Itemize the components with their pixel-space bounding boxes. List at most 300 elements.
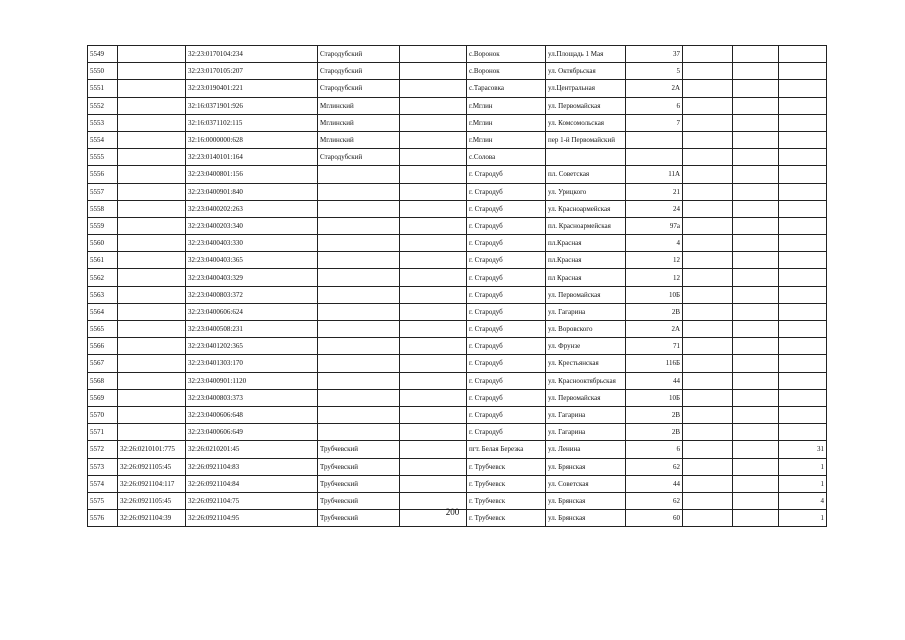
- count-cell: [779, 97, 827, 114]
- house-number-cell: 2А: [626, 321, 683, 338]
- house-number-cell: 10Б: [626, 389, 683, 406]
- locality-cell: г. Стародуб: [467, 321, 546, 338]
- count-cell: [779, 131, 827, 148]
- old-cadastral-number-cell: [118, 200, 186, 217]
- row-number-cell: 5564: [88, 303, 118, 320]
- cadastral-number-cell: 32:23:0190401:221: [186, 80, 318, 97]
- count-cell: [779, 303, 827, 320]
- house-number-cell: 97а: [626, 217, 683, 234]
- table-row: [88, 97, 827, 114]
- cadastral-number-cell: 32:23:0140101:164: [186, 149, 318, 166]
- empty-cell: [683, 97, 733, 114]
- street-cell: ул. Брянская: [546, 458, 626, 475]
- row-number-cell: 5575: [88, 492, 118, 509]
- count-cell: [779, 217, 827, 234]
- house-number-cell: 62: [626, 492, 683, 509]
- table-row: [88, 355, 827, 372]
- locality-cell: г. Стародуб: [467, 252, 546, 269]
- table-row: [88, 80, 827, 97]
- district-cell: Трубчевский: [318, 510, 400, 527]
- locality-cell: г.Мглин: [467, 131, 546, 148]
- locality-cell: с.Тарасовка: [467, 80, 546, 97]
- empty-cell: [400, 200, 467, 217]
- row-number-cell: 5570: [88, 406, 118, 423]
- row-number-cell: 5556: [88, 166, 118, 183]
- row-number-cell: 5571: [88, 424, 118, 441]
- empty-cell: [400, 338, 467, 355]
- count-cell: 1: [779, 510, 827, 527]
- count-cell: [779, 355, 827, 372]
- district-cell: [318, 424, 400, 441]
- old-cadastral-number-cell: [118, 338, 186, 355]
- locality-cell: г. Стародуб: [467, 372, 546, 389]
- district-cell: Трубчевский: [318, 458, 400, 475]
- table-row: [88, 166, 827, 183]
- locality-cell: г. Трубчевск: [467, 458, 546, 475]
- house-number-cell: 44: [626, 475, 683, 492]
- district-cell: [318, 372, 400, 389]
- count-cell: [779, 80, 827, 97]
- row-number-cell: 5561: [88, 252, 118, 269]
- count-cell: [779, 269, 827, 286]
- old-cadastral-number-cell: [118, 97, 186, 114]
- district-cell: [318, 303, 400, 320]
- cadastral-number-cell: 32:26:0921104:84: [186, 475, 318, 492]
- empty-cell: [400, 372, 467, 389]
- count-cell: [779, 286, 827, 303]
- house-number-cell: 10Б: [626, 286, 683, 303]
- empty-cell: [733, 149, 779, 166]
- empty-cell: [400, 321, 467, 338]
- old-cadastral-number-cell: [118, 303, 186, 320]
- table-row: [88, 183, 827, 200]
- table-row: [88, 149, 827, 166]
- empty-cell: [400, 183, 467, 200]
- row-number-cell: 5574: [88, 475, 118, 492]
- empty-cell: [733, 372, 779, 389]
- empty-cell: [683, 372, 733, 389]
- locality-cell: г. Стародуб: [467, 217, 546, 234]
- locality-cell: г. Стародуб: [467, 389, 546, 406]
- empty-cell: [683, 235, 733, 252]
- empty-cell: [683, 114, 733, 131]
- empty-cell: [733, 183, 779, 200]
- count-cell: [779, 63, 827, 80]
- empty-cell: [400, 355, 467, 372]
- cadastral-number-cell: 32:26:0921104:95: [186, 510, 318, 527]
- table-row: [88, 372, 827, 389]
- count-cell: 1: [779, 475, 827, 492]
- cadastral-number-cell: 32:23:0400403:365: [186, 252, 318, 269]
- house-number-cell: [626, 131, 683, 148]
- empty-cell: [733, 424, 779, 441]
- empty-cell: [733, 406, 779, 423]
- house-number-cell: 12: [626, 269, 683, 286]
- registry-table: [87, 45, 827, 527]
- district-cell: [318, 217, 400, 234]
- empty-cell: [733, 303, 779, 320]
- row-number-cell: 5567: [88, 355, 118, 372]
- empty-cell: [733, 286, 779, 303]
- house-number-cell: 12: [626, 252, 683, 269]
- old-cadastral-number-cell: [118, 131, 186, 148]
- district-cell: Стародубский: [318, 80, 400, 97]
- empty-cell: [683, 355, 733, 372]
- empty-cell: [733, 475, 779, 492]
- empty-cell: [683, 80, 733, 97]
- street-cell: пер 1-й Первомайский: [546, 131, 626, 148]
- locality-cell: г. Стародуб: [467, 338, 546, 355]
- cadastral-number-cell: 32:16:0371901:926: [186, 97, 318, 114]
- table-row: [88, 252, 827, 269]
- count-cell: [779, 321, 827, 338]
- cadastral-number-cell: 32:23:0170104:234: [186, 46, 318, 63]
- page-number: 200: [445, 507, 460, 517]
- empty-cell: [683, 406, 733, 423]
- count-cell: [779, 200, 827, 217]
- count-cell: [779, 166, 827, 183]
- empty-cell: [733, 97, 779, 114]
- empty-cell: [400, 389, 467, 406]
- empty-cell: [733, 441, 779, 458]
- empty-cell: [683, 200, 733, 217]
- count-cell: [779, 183, 827, 200]
- empty-cell: [733, 235, 779, 252]
- street-cell: пл. Советская: [546, 166, 626, 183]
- street-cell: ул. Первомайская: [546, 97, 626, 114]
- district-cell: Трубчевский: [318, 441, 400, 458]
- count-cell: [779, 235, 827, 252]
- cadastral-number-cell: 32:23:0400606:624: [186, 303, 318, 320]
- house-number-cell: 116Б: [626, 355, 683, 372]
- empty-cell: [400, 217, 467, 234]
- district-cell: [318, 338, 400, 355]
- row-number-cell: 5557: [88, 183, 118, 200]
- house-number-cell: 7: [626, 114, 683, 131]
- cadastral-number-cell: 32:23:0400803:373: [186, 389, 318, 406]
- row-number-cell: 5569: [88, 389, 118, 406]
- street-cell: ул. Красноармейская: [546, 200, 626, 217]
- table-row: [88, 458, 827, 475]
- empty-cell: [683, 286, 733, 303]
- row-number-cell: 5562: [88, 269, 118, 286]
- row-number-cell: 5568: [88, 372, 118, 389]
- row-number-cell: 5558: [88, 200, 118, 217]
- house-number-cell: 2В: [626, 424, 683, 441]
- empty-cell: [683, 424, 733, 441]
- house-number-cell: 2В: [626, 406, 683, 423]
- empty-cell: [400, 46, 467, 63]
- old-cadastral-number-cell: [118, 321, 186, 338]
- street-cell: ул.Площадь 1 Мая: [546, 46, 626, 63]
- house-number-cell: 71: [626, 338, 683, 355]
- locality-cell: г. Стародуб: [467, 235, 546, 252]
- street-cell: [546, 149, 626, 166]
- table-row: [88, 131, 827, 148]
- house-number-cell: 2А: [626, 80, 683, 97]
- empty-cell: [683, 46, 733, 63]
- row-number-cell: 5565: [88, 321, 118, 338]
- row-number-cell: 5573: [88, 458, 118, 475]
- row-number-cell: 5555: [88, 149, 118, 166]
- table-row: [88, 114, 827, 131]
- old-cadastral-number-cell: [118, 269, 186, 286]
- locality-cell: г. Стародуб: [467, 269, 546, 286]
- table-row: [88, 235, 827, 252]
- street-cell: ул. Первомайская: [546, 286, 626, 303]
- street-cell: ул. Урицкого: [546, 183, 626, 200]
- district-cell: [318, 235, 400, 252]
- street-cell: ул. Ленина: [546, 441, 626, 458]
- house-number-cell: 21: [626, 183, 683, 200]
- table-row: [88, 46, 827, 63]
- street-cell: пл.Красная: [546, 235, 626, 252]
- row-number-cell: 5554: [88, 131, 118, 148]
- count-cell: [779, 424, 827, 441]
- table-row: [88, 269, 827, 286]
- old-cadastral-number-cell: [118, 217, 186, 234]
- locality-cell: г. Трубчевск: [467, 492, 546, 509]
- old-cadastral-number-cell: [118, 355, 186, 372]
- old-cadastral-number-cell: 32:26:0921104:39: [118, 510, 186, 527]
- empty-cell: [683, 321, 733, 338]
- street-cell: ул. Гагарина: [546, 424, 626, 441]
- old-cadastral-number-cell: 32:26:0921105:45: [118, 458, 186, 475]
- street-cell: ул. Крестьянская: [546, 355, 626, 372]
- empty-cell: [683, 217, 733, 234]
- table-row: [88, 389, 827, 406]
- old-cadastral-number-cell: [118, 183, 186, 200]
- count-cell: 31: [779, 441, 827, 458]
- row-number-cell: 5552: [88, 97, 118, 114]
- table-row: [88, 441, 827, 458]
- empty-cell: [733, 166, 779, 183]
- empty-cell: [400, 131, 467, 148]
- table-row: [88, 217, 827, 234]
- old-cadastral-number-cell: [118, 372, 186, 389]
- empty-cell: [683, 269, 733, 286]
- empty-cell: [733, 321, 779, 338]
- empty-cell: [683, 252, 733, 269]
- empty-cell: [400, 63, 467, 80]
- locality-cell: г. Стародуб: [467, 200, 546, 217]
- empty-cell: [400, 441, 467, 458]
- district-cell: Стародубский: [318, 46, 400, 63]
- cadastral-number-cell: 32:23:0400508:231: [186, 321, 318, 338]
- empty-cell: [683, 338, 733, 355]
- empty-cell: [400, 475, 467, 492]
- cadastral-number-cell: 32:23:0400901:840: [186, 183, 318, 200]
- locality-cell: г. Стародуб: [467, 303, 546, 320]
- locality-cell: г. Стародуб: [467, 183, 546, 200]
- house-number-cell: 2В: [626, 303, 683, 320]
- house-number-cell: [626, 149, 683, 166]
- locality-cell: г. Стародуб: [467, 406, 546, 423]
- district-cell: [318, 183, 400, 200]
- count-cell: 4: [779, 492, 827, 509]
- house-number-cell: 24: [626, 200, 683, 217]
- empty-cell: [400, 286, 467, 303]
- empty-cell: [683, 389, 733, 406]
- table-row: [88, 424, 827, 441]
- district-cell: Мглинский: [318, 97, 400, 114]
- count-cell: [779, 46, 827, 63]
- old-cadastral-number-cell: [118, 252, 186, 269]
- empty-cell: [733, 46, 779, 63]
- house-number-cell: 4: [626, 235, 683, 252]
- empty-cell: [400, 80, 467, 97]
- house-number-cell: 62: [626, 458, 683, 475]
- house-number-cell: 6: [626, 441, 683, 458]
- house-number-cell: 11А: [626, 166, 683, 183]
- table-row: [88, 338, 827, 355]
- old-cadastral-number-cell: [118, 389, 186, 406]
- district-cell: Мглинский: [318, 131, 400, 148]
- cadastral-number-cell: 32:26:0921104:75: [186, 492, 318, 509]
- old-cadastral-number-cell: [118, 424, 186, 441]
- old-cadastral-number-cell: [118, 63, 186, 80]
- cadastral-number-cell: 32:23:0400403:330: [186, 235, 318, 252]
- cadastral-number-cell: 32:23:0400203:340: [186, 217, 318, 234]
- empty-cell: [733, 131, 779, 148]
- locality-cell: г.Мглин: [467, 97, 546, 114]
- empty-cell: [400, 149, 467, 166]
- district-cell: [318, 166, 400, 183]
- empty-cell: [733, 80, 779, 97]
- house-number-cell: 6: [626, 97, 683, 114]
- empty-cell: [733, 389, 779, 406]
- street-cell: пл Красная: [546, 269, 626, 286]
- cadastral-number-cell: 32:23:0400403:329: [186, 269, 318, 286]
- old-cadastral-number-cell: [118, 166, 186, 183]
- old-cadastral-number-cell: [118, 406, 186, 423]
- cadastral-number-cell: 32:16:0371102:115: [186, 114, 318, 131]
- count-cell: [779, 252, 827, 269]
- row-number-cell: 5560: [88, 235, 118, 252]
- count-cell: [779, 114, 827, 131]
- district-cell: [318, 269, 400, 286]
- locality-cell: с.Воронок: [467, 63, 546, 80]
- row-number-cell: 5572: [88, 441, 118, 458]
- cadastral-number-cell: 32:23:0401303:170: [186, 355, 318, 372]
- old-cadastral-number-cell: [118, 286, 186, 303]
- cadastral-number-cell: 32:23:0170105:207: [186, 63, 318, 80]
- cadastral-number-cell: 32:23:0400606:649: [186, 424, 318, 441]
- cadastral-number-cell: 32:16:0000000:628: [186, 131, 318, 148]
- empty-cell: [733, 217, 779, 234]
- row-number-cell: 5551: [88, 80, 118, 97]
- table-row: [88, 321, 827, 338]
- count-cell: [779, 338, 827, 355]
- locality-cell: г.Мглин: [467, 114, 546, 131]
- old-cadastral-number-cell: 32:26:0210101:775: [118, 441, 186, 458]
- cadastral-number-cell: 32:23:0400803:372: [186, 286, 318, 303]
- district-cell: [318, 389, 400, 406]
- empty-cell: [733, 458, 779, 475]
- district-cell: Трубчевский: [318, 475, 400, 492]
- empty-cell: [683, 63, 733, 80]
- empty-cell: [400, 252, 467, 269]
- table-row: [88, 63, 827, 80]
- street-cell: ул. Гагарина: [546, 303, 626, 320]
- empty-cell: [400, 114, 467, 131]
- district-cell: [318, 286, 400, 303]
- empty-cell: [733, 252, 779, 269]
- empty-cell: [683, 149, 733, 166]
- district-cell: [318, 406, 400, 423]
- empty-cell: [400, 235, 467, 252]
- locality-cell: г. Стародуб: [467, 355, 546, 372]
- empty-cell: [400, 424, 467, 441]
- empty-cell: [400, 458, 467, 475]
- count-cell: [779, 372, 827, 389]
- old-cadastral-number-cell: [118, 149, 186, 166]
- row-number-cell: 5553: [88, 114, 118, 131]
- locality-cell: г. Трубчевск: [467, 510, 546, 527]
- locality-cell: г. Стародуб: [467, 166, 546, 183]
- empty-cell: [733, 63, 779, 80]
- count-cell: [779, 149, 827, 166]
- empty-cell: [400, 166, 467, 183]
- empty-cell: [683, 183, 733, 200]
- count-cell: [779, 406, 827, 423]
- empty-cell: [733, 200, 779, 217]
- street-cell: ул. Фрунзе: [546, 338, 626, 355]
- street-cell: ул. Первомайская: [546, 389, 626, 406]
- old-cadastral-number-cell: [118, 46, 186, 63]
- empty-cell: [400, 303, 467, 320]
- street-cell: пл.Красная: [546, 252, 626, 269]
- old-cadastral-number-cell: [118, 235, 186, 252]
- empty-cell: [733, 114, 779, 131]
- row-number-cell: 5566: [88, 338, 118, 355]
- count-cell: 1: [779, 458, 827, 475]
- district-cell: [318, 252, 400, 269]
- table-row: [88, 286, 827, 303]
- registry-rows: [88, 46, 827, 527]
- empty-cell: [400, 269, 467, 286]
- house-number-cell: 44: [626, 372, 683, 389]
- district-cell: Стародубский: [318, 63, 400, 80]
- empty-cell: [733, 338, 779, 355]
- table-row: [88, 406, 827, 423]
- cadastral-number-cell: 32:23:0400901:1120: [186, 372, 318, 389]
- locality-cell: пгт. Белая Березка: [467, 441, 546, 458]
- street-cell: ул. Воровского: [546, 321, 626, 338]
- district-cell: Трубчевский: [318, 492, 400, 509]
- table-row: [88, 303, 827, 320]
- empty-cell: [683, 441, 733, 458]
- empty-cell: [683, 166, 733, 183]
- street-cell: ул. Брянская: [546, 510, 626, 527]
- row-number-cell: 5563: [88, 286, 118, 303]
- house-number-cell: 37: [626, 46, 683, 63]
- empty-cell: [683, 475, 733, 492]
- locality-cell: г. Трубчевск: [467, 475, 546, 492]
- locality-cell: г. Стародуб: [467, 424, 546, 441]
- row-number-cell: 5576: [88, 510, 118, 527]
- count-cell: [779, 389, 827, 406]
- row-number-cell: 5550: [88, 63, 118, 80]
- street-cell: ул. Октябрьская: [546, 63, 626, 80]
- street-cell: пл. Красноармейская: [546, 217, 626, 234]
- street-cell: ул. Комсомольская: [546, 114, 626, 131]
- street-cell: ул. Брянская: [546, 492, 626, 509]
- district-cell: Стародубский: [318, 149, 400, 166]
- cadastral-number-cell: 32:23:0400606:648: [186, 406, 318, 423]
- house-number-cell: 5: [626, 63, 683, 80]
- district-cell: Мглинский: [318, 114, 400, 131]
